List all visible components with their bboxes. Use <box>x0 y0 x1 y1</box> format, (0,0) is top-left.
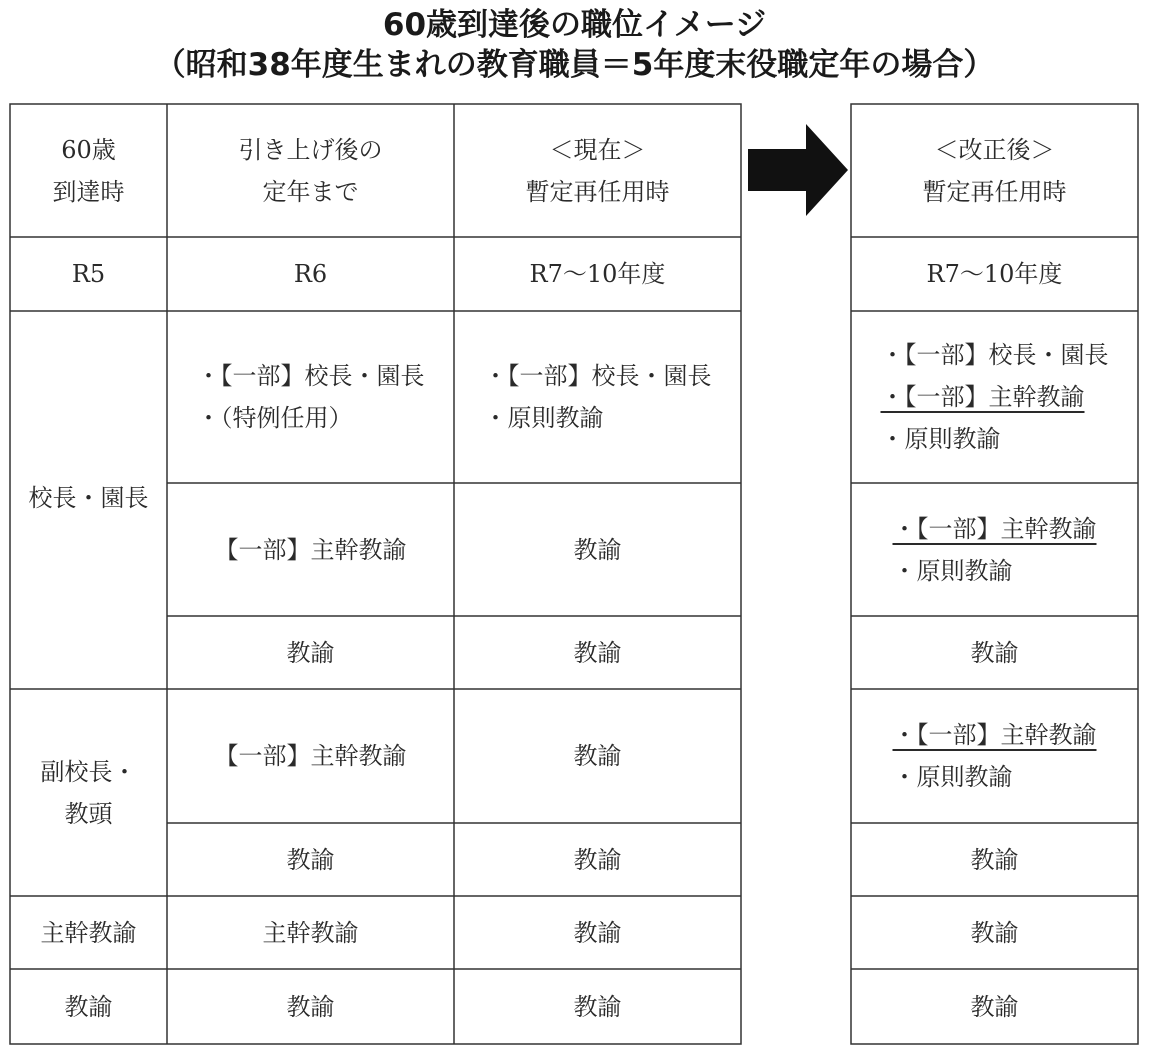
cell-line: ・原則教諭 <box>892 763 1013 791</box>
table-cell: 教諭 <box>573 845 622 874</box>
table-cell: 教諭 <box>573 535 622 564</box>
header-col2-line2: 定年まで <box>262 177 359 206</box>
group-label-text: 校長・園長 <box>28 484 149 512</box>
table-cell: 主幹教諭 <box>262 918 359 947</box>
cell-line-underlined: ・【一部】主幹教諭 <box>892 721 1097 749</box>
header-col1 <box>10 104 167 237</box>
table-cell: 教諭 <box>573 992 622 1021</box>
header-col2 <box>167 104 454 237</box>
year-col1: R5 <box>71 260 106 288</box>
cell-line: ・（特例任用） <box>196 404 353 432</box>
revised-header-line2: 暫定再任用時 <box>922 177 1067 206</box>
revised-cell <box>851 311 1138 483</box>
group-label-chief-teacher: 主幹教諭 <box>40 918 137 947</box>
table-cell: 教諭 <box>286 845 335 874</box>
group-label-teacher: 教諭 <box>64 992 113 1021</box>
year-col3: R7〜10年度 <box>529 260 666 288</box>
revised-cell <box>851 483 1138 616</box>
cell-line: ・【一部】校長・園長 <box>483 362 712 390</box>
header-col1-line1: 60歳 <box>61 135 116 164</box>
revised-cell: 教諭 <box>970 918 1019 947</box>
cell-line-underlined: ・【一部】主幹教諭 <box>892 514 1097 543</box>
revised-header-line1: ＜改正後＞ <box>934 135 1055 164</box>
page-subtitle: （昭和38年度生まれの教育職員＝5年度末役職定年の場合） <box>154 47 995 83</box>
cell-line: ・原則教諭 <box>880 425 1001 453</box>
header-col3-line1: ＜現在＞ <box>549 135 646 164</box>
group-label-line2: 教頭 <box>64 799 113 828</box>
right-arrow-icon <box>748 124 848 216</box>
cell-line: ・原則教諭 <box>483 404 604 432</box>
revised-cell <box>851 689 1138 823</box>
cell-line: ・【一部】校長・園長 <box>196 362 425 390</box>
group-label-line1: 副校長・ <box>40 757 137 786</box>
cell-line: ・原則教諭 <box>892 556 1013 585</box>
table-cell <box>167 311 454 483</box>
revised-year: R7〜10年度 <box>926 260 1063 288</box>
revised-cell: 教諭 <box>970 638 1019 667</box>
revised-header <box>851 104 1138 237</box>
table-cell: 教諭 <box>573 742 622 770</box>
revised-cell: 教諭 <box>970 992 1019 1021</box>
cell-line-underlined: ・【一部】主幹教諭 <box>880 383 1085 411</box>
revised-cell: 教諭 <box>970 845 1019 874</box>
header-col2-line1: 引き上げ後の <box>238 135 383 164</box>
table-cell: 教諭 <box>573 918 622 947</box>
table-cell <box>454 311 741 483</box>
header-col3 <box>454 104 741 237</box>
group-label-principal <box>10 311 167 689</box>
cell-line: ・【一部】校長・園長 <box>880 341 1109 369</box>
table-cell: 【一部】主幹教諭 <box>214 535 407 564</box>
page-title: 60歳到達後の職位イメージ <box>382 7 767 43</box>
table-cell: 教諭 <box>573 638 622 667</box>
header-col3-line2: 暫定再任用時 <box>525 177 670 206</box>
table-cell: 教諭 <box>286 638 335 667</box>
header-col1-line2: 到達時 <box>52 177 125 206</box>
table-cell: 教諭 <box>286 992 335 1021</box>
group-label-vice-principal <box>10 689 167 896</box>
table-cell: 【一部】主幹教諭 <box>214 742 407 770</box>
year-col2: R6 <box>293 260 328 288</box>
